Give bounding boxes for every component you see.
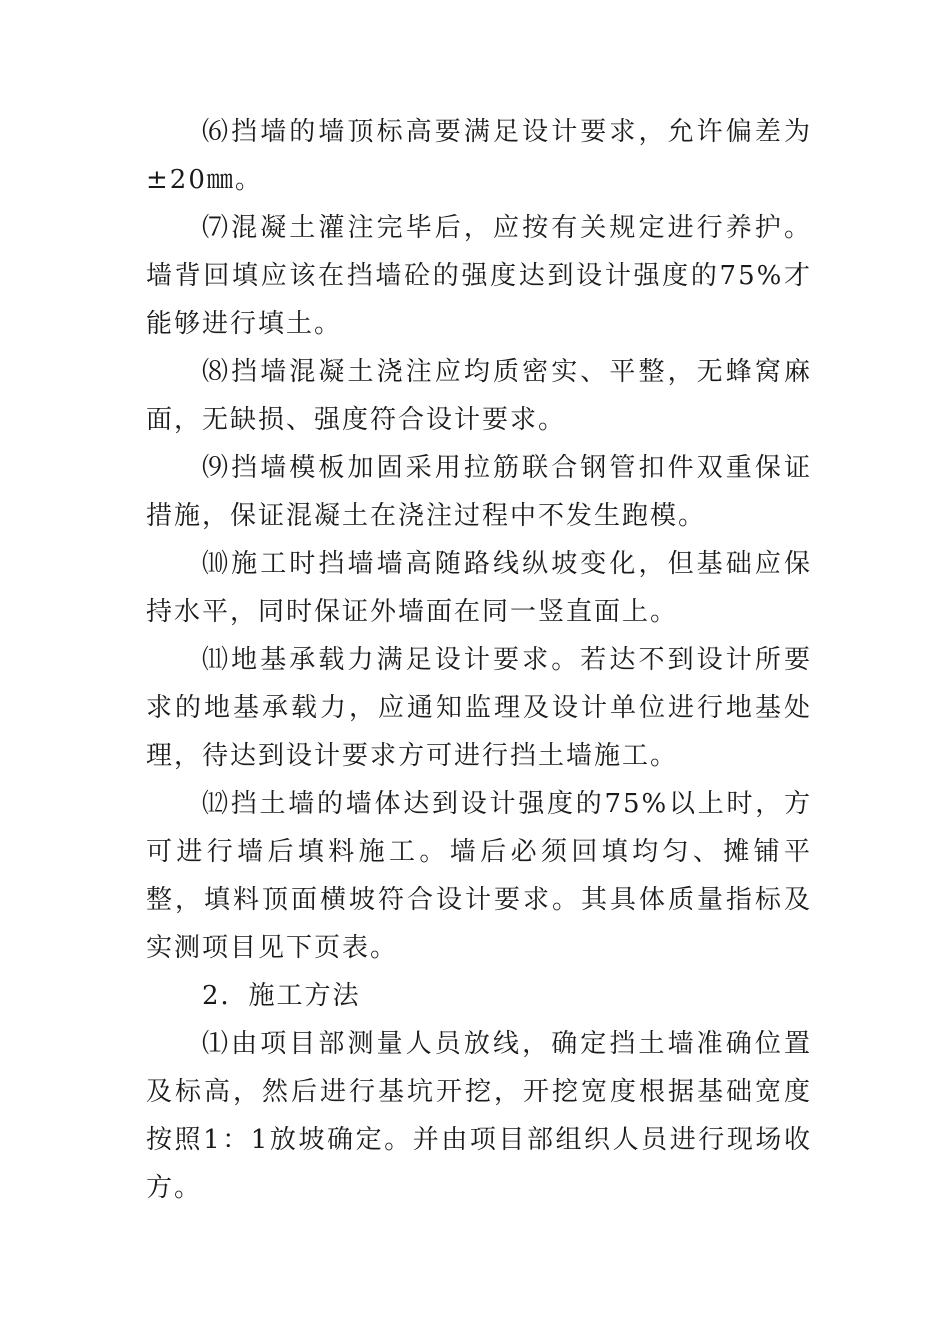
paragraph-7: ⑺混凝土灌注完毕后，应按有关规定进行养护。墙背回填应该在挡墙砼的强度达到设计强度的75%才能够进行填土。 (146, 213, 812, 339)
paragraph-11: ⑾地基承载力满足设计要求。若达不到设计所要求的地基承载力，应通知监理及设计单位进行地基处理，待达到设计要求方可进行挡土墙施工。 (146, 645, 812, 771)
paragraph-6: ⑹挡墙的墙顶标高要满足设计要求，允许偏差为±20㎜。 (146, 117, 812, 195)
paragraph-8: ⑻挡墙混凝土浇注应均质密实、平整，无蜂窝麻面，无缺损、强度符合设计要求。 (146, 357, 812, 435)
method-paragraph-1: ⑴由项目部测量人员放线，确定挡土墙准确位置及标高，然后进行基坑开挖，开挖宽度根据基础宽度按照1：1放坡确定。并由项目部组织人员进行现场收方。 (146, 1029, 812, 1203)
paragraph-10: ⑽施工时挡墙墙高随路线纵坡变化，但基础应保持水平，同时保证外墙面在同一竖直面上。 (146, 549, 812, 627)
paragraph-12: ⑿挡土墙的墙体达到设计强度的75%以上时，方可进行墙后填料施工。墙后必须回填均匀、摊铺平整，填料顶面横坡符合设计要求。其具体质量指标及实测项目见下页表。 (146, 789, 812, 963)
document-page (146, 108, 812, 1212)
paragraph-9: ⑼挡墙模板加固采用拉筋联合钢管扣件双重保证措施，保证混凝土在浇注过程中不发生跑模。 (146, 453, 812, 531)
section-heading: 2．施工方法 (202, 981, 361, 1011)
